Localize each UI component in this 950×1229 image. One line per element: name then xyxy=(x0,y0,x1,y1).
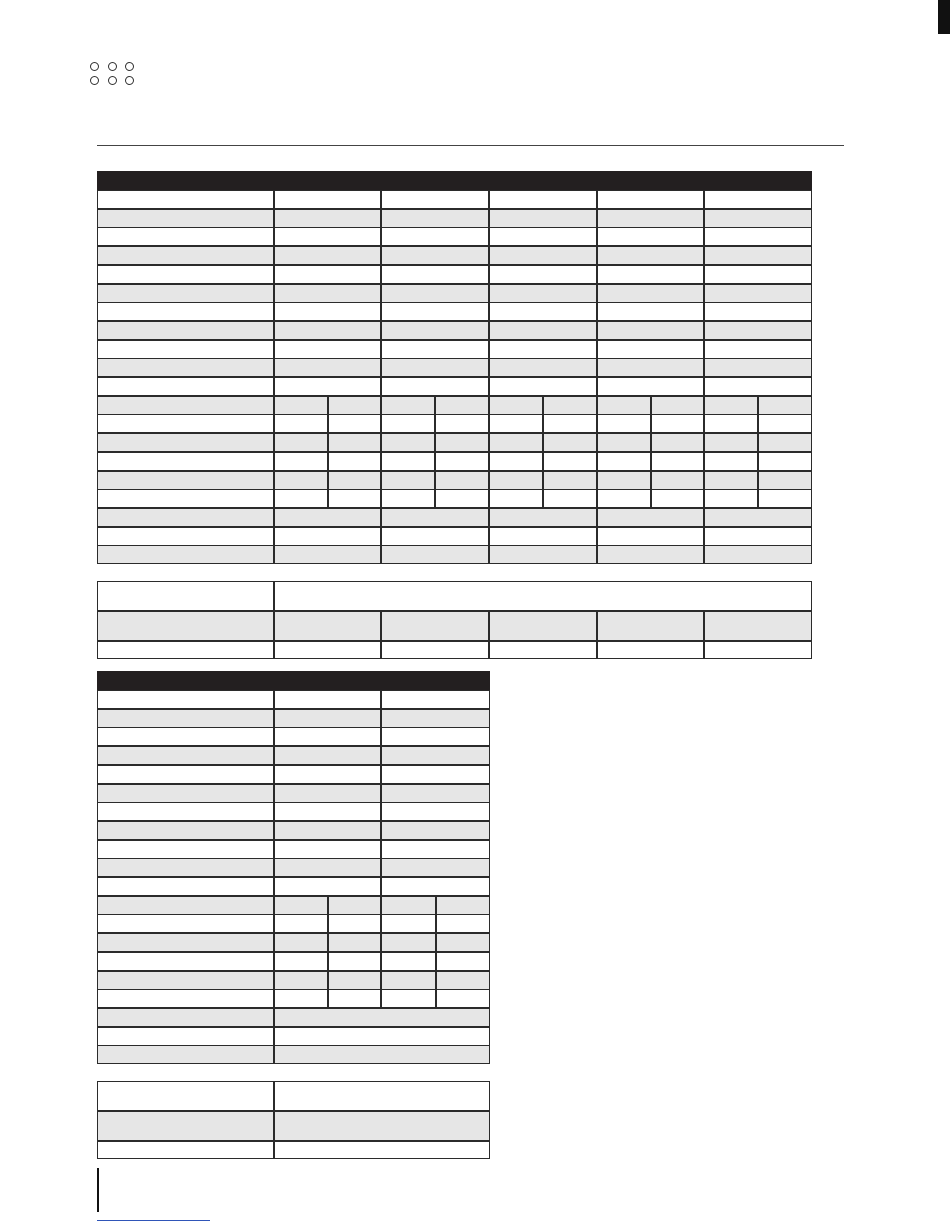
table-value-cell xyxy=(758,433,812,452)
table-value-cell xyxy=(436,933,490,952)
table-value-cell xyxy=(597,321,704,340)
table-value-cell xyxy=(489,489,543,508)
table-value-cell xyxy=(704,377,812,396)
table-merged-cell xyxy=(274,1141,490,1159)
table-value-cell xyxy=(489,641,597,659)
table-value-cell xyxy=(651,489,704,508)
table-label-cell xyxy=(97,265,274,284)
table-header-cell xyxy=(704,171,812,190)
table-value-cell xyxy=(436,896,490,915)
table-value-cell xyxy=(381,690,490,709)
table-value-cell xyxy=(543,471,597,490)
table-value-cell xyxy=(435,471,489,490)
table-value-cell xyxy=(381,396,435,415)
footer-margin-bar xyxy=(97,1168,99,1212)
table-value-cell xyxy=(758,452,812,471)
table-value-cell xyxy=(597,227,704,246)
table-value-cell xyxy=(381,746,490,765)
table-value-cell xyxy=(597,452,651,471)
table-value-cell xyxy=(381,971,436,990)
table-value-cell xyxy=(704,414,758,433)
table-value-cell xyxy=(704,452,758,471)
table-label-cell xyxy=(97,971,274,990)
table-value-cell xyxy=(597,414,651,433)
table-value-cell xyxy=(274,471,328,490)
table-value-cell xyxy=(704,265,812,284)
table-value-cell xyxy=(381,914,436,933)
table-label-cell xyxy=(97,952,274,971)
table-value-cell xyxy=(489,246,597,265)
table-label-cell xyxy=(97,340,274,359)
table-value-cell xyxy=(274,933,328,952)
table-value-cell xyxy=(436,989,490,1008)
table-value-cell xyxy=(274,765,381,784)
table-value-cell xyxy=(704,358,812,377)
table-label-cell xyxy=(97,396,274,415)
table-value-cell xyxy=(381,284,489,303)
table-value-cell xyxy=(381,321,489,340)
table-value-cell xyxy=(704,641,812,659)
table-value-cell xyxy=(274,302,381,321)
table-value-cell xyxy=(597,527,704,546)
table-value-cell xyxy=(381,858,490,877)
table-label-cell xyxy=(97,1045,274,1064)
table-value-cell xyxy=(274,690,381,709)
table-value-cell xyxy=(597,396,651,415)
table-value-cell xyxy=(381,641,489,659)
table-value-cell xyxy=(274,340,381,359)
table-value-cell xyxy=(274,433,328,452)
table-value-cell xyxy=(274,489,328,508)
table-value-cell xyxy=(274,971,328,990)
table-label-cell xyxy=(97,581,274,611)
table-value-cell xyxy=(704,527,812,546)
table-label-cell xyxy=(97,209,274,228)
table-header-cell xyxy=(97,171,274,190)
table-value-cell xyxy=(597,471,651,490)
table-merged-cell xyxy=(274,1045,490,1064)
table-value-cell xyxy=(274,802,381,821)
table-value-cell xyxy=(274,377,381,396)
table-value-cell xyxy=(704,321,812,340)
table-header-cell xyxy=(274,171,381,190)
table-value-cell xyxy=(435,414,489,433)
table-value-cell xyxy=(543,489,597,508)
table-value-cell xyxy=(381,611,489,641)
table-value-cell xyxy=(381,802,490,821)
table-value-cell xyxy=(489,471,543,490)
table-value-cell xyxy=(704,246,812,265)
table-value-cell xyxy=(274,284,381,303)
table-header-cell xyxy=(597,171,704,190)
table-value-cell xyxy=(435,396,489,415)
table-value-cell xyxy=(274,989,328,1008)
table-value-cell xyxy=(489,340,597,359)
table-label-cell xyxy=(97,784,274,803)
table-label-cell xyxy=(97,709,274,728)
table-value-cell xyxy=(758,414,812,433)
table-label-cell xyxy=(97,933,274,952)
table-value-cell xyxy=(381,452,435,471)
table-value-cell xyxy=(597,545,704,564)
table-label-cell xyxy=(97,190,274,209)
table-value-cell xyxy=(597,489,651,508)
table-value-cell xyxy=(704,227,812,246)
table-value-cell xyxy=(381,246,489,265)
table-value-cell xyxy=(597,641,704,659)
table-value-cell xyxy=(381,508,489,527)
table-label-cell xyxy=(97,914,274,933)
table-value-cell xyxy=(651,452,704,471)
table-label-cell xyxy=(97,471,274,490)
table-label-cell xyxy=(97,727,274,746)
table-label-cell xyxy=(97,746,274,765)
table-value-cell xyxy=(704,284,812,303)
table-value-cell xyxy=(597,209,704,228)
table-label-cell xyxy=(97,1008,274,1027)
table-label-cell xyxy=(97,858,274,877)
table-value-cell xyxy=(489,284,597,303)
table-value-cell xyxy=(597,246,704,265)
table-value-cell xyxy=(597,302,704,321)
table-value-cell xyxy=(381,302,489,321)
table-label-cell xyxy=(97,377,274,396)
table-value-cell xyxy=(704,508,812,527)
table-value-cell xyxy=(274,952,328,971)
table-value-cell xyxy=(489,452,543,471)
table-value-cell xyxy=(274,527,381,546)
table-label-cell xyxy=(97,840,274,859)
table-value-cell xyxy=(543,452,597,471)
table-label-cell xyxy=(97,1027,274,1046)
table-value-cell xyxy=(489,414,543,433)
table-value-cell xyxy=(758,489,812,508)
table-header-cell xyxy=(381,171,489,190)
table-value-cell xyxy=(274,508,381,527)
table-value-cell xyxy=(274,545,381,564)
table-value-cell xyxy=(489,396,543,415)
table-value-cell xyxy=(274,396,328,415)
table-value-cell xyxy=(328,952,381,971)
table-value-cell xyxy=(758,396,812,415)
table-value-cell xyxy=(274,611,381,641)
table-label-cell xyxy=(97,452,274,471)
table-merged-cell xyxy=(274,1008,490,1027)
header-rule xyxy=(97,145,844,146)
table-label-cell xyxy=(97,358,274,377)
table-label-cell xyxy=(97,611,274,641)
table-value-cell xyxy=(597,611,704,641)
table-value-cell xyxy=(274,190,381,209)
table-value-cell xyxy=(489,545,597,564)
table-value-cell xyxy=(435,452,489,471)
table-value-cell xyxy=(328,933,381,952)
table-label-cell xyxy=(97,508,274,527)
table-value-cell xyxy=(381,489,435,508)
footer-link-underline xyxy=(97,1220,210,1221)
table-value-cell xyxy=(274,209,381,228)
table-label-cell xyxy=(97,527,274,546)
table-value-cell xyxy=(489,321,597,340)
table-label-cell xyxy=(97,1111,274,1141)
table-value-cell xyxy=(489,358,597,377)
table-label-cell xyxy=(97,284,274,303)
table-merged-cell xyxy=(274,1027,490,1046)
table-label-cell xyxy=(97,1081,274,1111)
table-value-cell xyxy=(274,821,381,840)
table-value-cell xyxy=(489,265,597,284)
table-value-cell xyxy=(274,727,381,746)
table-value-cell xyxy=(328,414,381,433)
table-value-cell xyxy=(381,784,490,803)
table-value-cell xyxy=(274,709,381,728)
table-value-cell xyxy=(436,914,490,933)
table-value-cell xyxy=(704,340,812,359)
table-merged-cell xyxy=(274,1111,490,1141)
table-value-cell xyxy=(489,377,597,396)
table-value-cell xyxy=(704,433,758,452)
table-value-cell xyxy=(328,971,381,990)
table-label-cell xyxy=(97,545,274,564)
table-value-cell xyxy=(436,971,490,990)
table-value-cell xyxy=(381,952,436,971)
table-value-cell xyxy=(274,227,381,246)
table-value-cell xyxy=(597,265,704,284)
table-label-cell xyxy=(97,302,274,321)
table-value-cell xyxy=(597,358,704,377)
table-value-cell xyxy=(435,433,489,452)
table-value-cell xyxy=(758,471,812,490)
table-value-cell xyxy=(274,840,381,859)
table-value-cell xyxy=(381,471,435,490)
table-value-cell xyxy=(651,471,704,490)
table-value-cell xyxy=(597,377,704,396)
table-value-cell xyxy=(381,190,489,209)
table-value-cell xyxy=(489,190,597,209)
table-value-cell xyxy=(381,765,490,784)
table-label-cell xyxy=(97,877,274,896)
table-value-cell xyxy=(274,896,328,915)
table-value-cell xyxy=(489,508,597,527)
table-header-cell xyxy=(489,171,597,190)
table-value-cell xyxy=(381,727,490,746)
table-value-cell xyxy=(597,508,704,527)
table-label-cell xyxy=(97,227,274,246)
table-value-cell xyxy=(704,545,812,564)
table-value-cell xyxy=(328,489,381,508)
table-label-cell xyxy=(97,433,274,452)
table-value-cell xyxy=(381,709,490,728)
table-value-cell xyxy=(328,471,381,490)
table-value-cell xyxy=(381,433,435,452)
table-merged-cell xyxy=(274,581,812,611)
table-value-cell xyxy=(651,396,704,415)
table-label-cell xyxy=(97,989,274,1008)
table-label-cell xyxy=(97,246,274,265)
table-value-cell xyxy=(328,896,381,915)
table-header-cell xyxy=(97,671,274,690)
table-value-cell xyxy=(543,396,597,415)
table-label-cell xyxy=(97,1141,274,1159)
table-value-cell xyxy=(381,209,489,228)
table-value-cell xyxy=(274,877,381,896)
table-value-cell xyxy=(704,302,812,321)
table-label-cell xyxy=(97,414,274,433)
table-value-cell xyxy=(381,340,489,359)
table-value-cell xyxy=(597,433,651,452)
table-label-cell xyxy=(97,765,274,784)
table-value-cell xyxy=(328,433,381,452)
table-value-cell xyxy=(704,209,812,228)
table-value-cell xyxy=(274,358,381,377)
table-value-cell xyxy=(489,227,597,246)
six-dot-circles-icon xyxy=(88,58,138,88)
table-value-cell xyxy=(597,190,704,209)
table-value-cell xyxy=(328,396,381,415)
table-value-cell xyxy=(704,611,812,641)
table-value-cell xyxy=(436,952,490,971)
table-value-cell xyxy=(704,489,758,508)
table-label-cell xyxy=(97,821,274,840)
table-label-cell xyxy=(97,802,274,821)
table-value-cell xyxy=(489,209,597,228)
table-value-cell xyxy=(274,414,328,433)
table-value-cell xyxy=(274,746,381,765)
table-label-cell xyxy=(97,641,274,659)
table-value-cell xyxy=(381,414,435,433)
table-value-cell xyxy=(435,489,489,508)
table-value-cell xyxy=(274,858,381,877)
table-value-cell xyxy=(328,452,381,471)
page-corner-tab xyxy=(938,0,950,34)
table-merged-cell xyxy=(274,1081,490,1111)
table-label-cell xyxy=(97,489,274,508)
table-value-cell xyxy=(274,452,328,471)
table-value-cell xyxy=(328,989,381,1008)
table-value-cell xyxy=(381,821,490,840)
table-label-cell xyxy=(97,896,274,915)
table-value-cell xyxy=(381,840,490,859)
table-value-cell xyxy=(489,527,597,546)
table-value-cell xyxy=(597,284,704,303)
table-value-cell xyxy=(381,545,489,564)
table-label-cell xyxy=(97,690,274,709)
table-value-cell xyxy=(704,396,758,415)
table-value-cell xyxy=(381,377,489,396)
table-value-cell xyxy=(381,358,489,377)
table-value-cell xyxy=(651,414,704,433)
table-value-cell xyxy=(651,433,704,452)
table-value-cell xyxy=(381,227,489,246)
table-value-cell xyxy=(274,914,328,933)
table-value-cell xyxy=(274,321,381,340)
table-value-cell xyxy=(274,641,381,659)
table-value-cell xyxy=(543,414,597,433)
table-value-cell xyxy=(489,611,597,641)
table-value-cell xyxy=(381,265,489,284)
table-value-cell xyxy=(543,433,597,452)
table-value-cell xyxy=(381,877,490,896)
table-value-cell xyxy=(704,471,758,490)
table-value-cell xyxy=(704,190,812,209)
table-value-cell xyxy=(597,340,704,359)
table-header-cell xyxy=(274,671,490,690)
table-label-cell xyxy=(97,321,274,340)
table-value-cell xyxy=(274,784,381,803)
table-value-cell xyxy=(489,433,543,452)
table-value-cell xyxy=(381,933,436,952)
table-value-cell xyxy=(381,896,436,915)
table-value-cell xyxy=(328,914,381,933)
table-value-cell xyxy=(381,527,489,546)
table-value-cell xyxy=(274,246,381,265)
table-value-cell xyxy=(381,989,436,1008)
table-value-cell xyxy=(489,302,597,321)
table-value-cell xyxy=(274,265,381,284)
